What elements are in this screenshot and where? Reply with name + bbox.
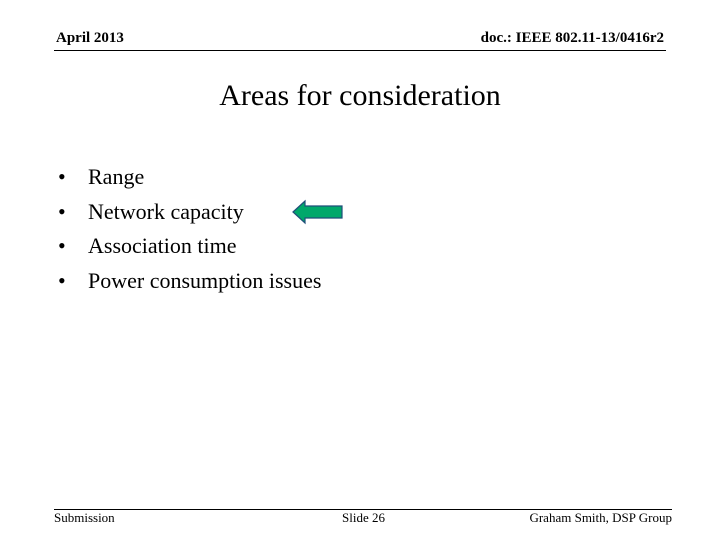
- left-arrow-icon: [292, 199, 344, 225]
- bullet-list: [58, 160, 321, 298]
- bullet-dot: •: [58, 164, 66, 190]
- header-date: April 2013: [56, 30, 124, 46]
- bullet-dot: •: [58, 233, 66, 259]
- header-doc-id: doc.: IEEE 802.11-13/0416r2: [480, 30, 664, 46]
- bullet-item: [58, 195, 321, 230]
- bullet-text: Network capacity: [88, 198, 244, 224]
- header-rule: [54, 50, 666, 51]
- footer-submission: Submission: [54, 510, 115, 525]
- bullet-text: Power consumption issues: [88, 267, 322, 293]
- bullet-item: [58, 229, 321, 264]
- bullet-text: Range: [88, 164, 145, 190]
- bullet-dot: •: [58, 267, 66, 293]
- bullet-item: [58, 264, 321, 299]
- footer-author: Graham Smith, DSP Group: [529, 510, 672, 525]
- footer-slide-number: Slide 26: [342, 510, 385, 525]
- bullet-text: Association time: [88, 233, 237, 259]
- slide-title: Areas for consideration: [219, 79, 501, 112]
- bullet-dot: •: [58, 198, 66, 224]
- bullet-item: [58, 160, 321, 195]
